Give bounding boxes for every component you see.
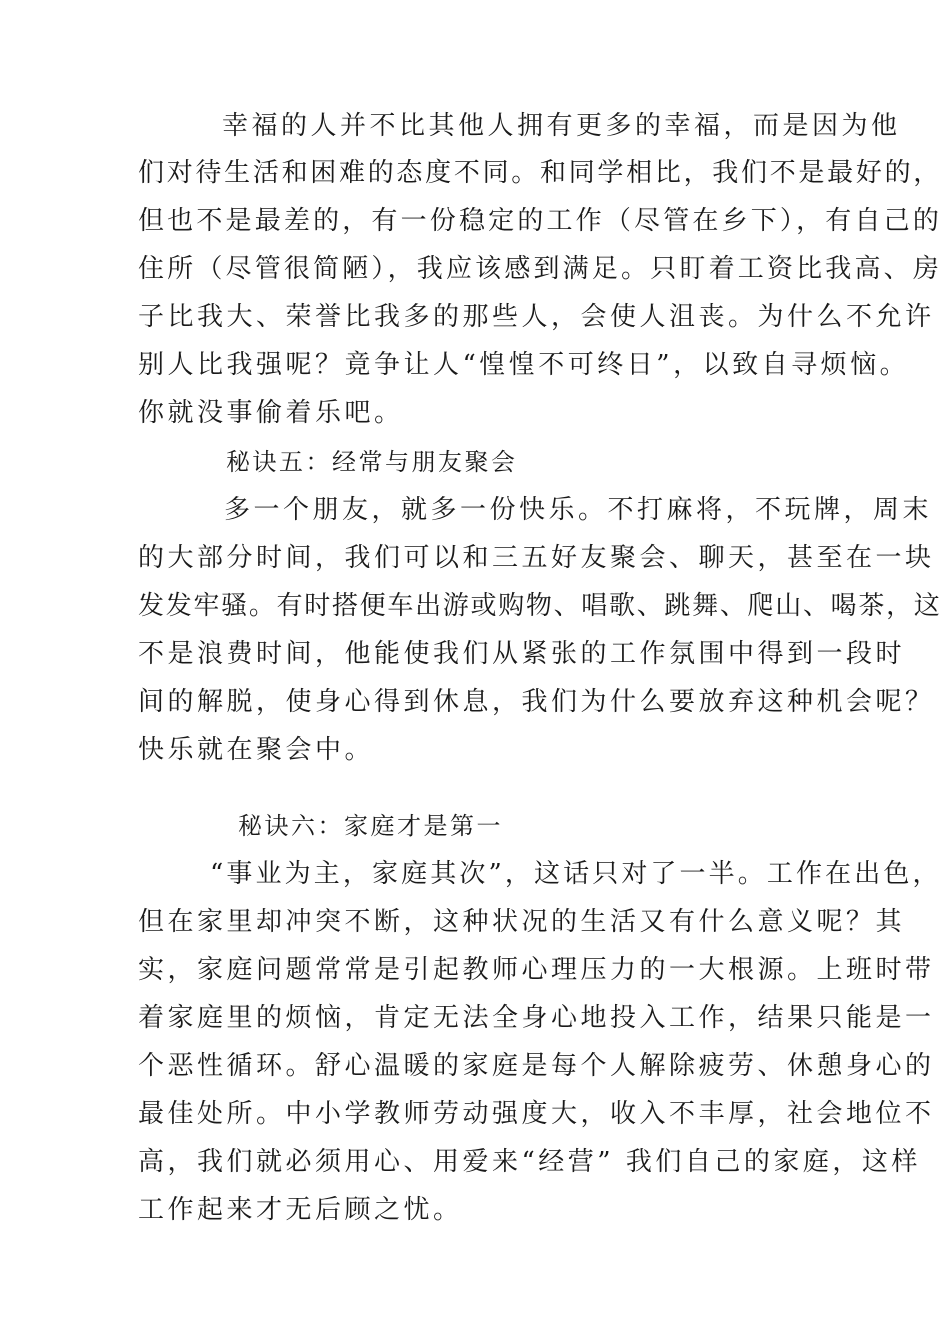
paragraph-line: “事业为主，家庭其次”，这话只对了一半。工作在出色， (210, 859, 942, 889)
paragraph-line: 多一个朋友，就多一份快乐。不打麻将，不玩牌，周末 (224, 495, 933, 525)
section-heading: 秘诀五：经常与朋友聚会 (226, 448, 518, 476)
section-heading: 秘诀六：家庭才是第一 (238, 812, 503, 840)
paragraph-line: 但在家里却冲突不断，这种状况的生活又有什么意义呢？其 (138, 907, 906, 937)
paragraph-line: 的大部分时间，我们可以和三五好友聚会、聊天，甚至在一块 (138, 543, 935, 573)
paragraph-line: 快乐就在聚会中。 (138, 735, 375, 765)
paragraph-line: 工作起来才无后顾之忧。 (138, 1195, 463, 1225)
paragraph-line: 们对待生活和困难的态度不同。和同学相比，我们不是最好的， (138, 158, 943, 188)
paragraph-line: 发发牢骚。有时搭便车出游或购物、唱歌、跳舞、爬山、喝茶，这 (138, 591, 942, 621)
paragraph-line: 高，我们就必须用心、用爱来“经营” 我们自己的家庭，这样 (138, 1147, 921, 1177)
paragraph-line: 间的解脱，使身心得到休息，我们为什么要放弃这种机会呢？ (138, 687, 935, 717)
paragraph-line: 子比我大、荣誉比我多的那些人，会使人沮丧。为什么不允许 (138, 302, 935, 332)
paragraph-line: 幸福的人并不比其他人拥有更多的幸福，而是因为他 (222, 111, 901, 141)
paragraph-line: 你就没事偷着乐吧。 (138, 398, 404, 428)
paragraph-line: 最佳处所。中小学教师劳动强度大，收入不丰厚，社会地位不 (138, 1099, 935, 1129)
paragraph-line: 不是浪费时间，他能使我们从紧张的工作氛围中得到一段时 (138, 639, 906, 669)
paragraph-line: 但也不是最差的，有一份稳定的工作（尽管在乡下），有自己的 (138, 206, 943, 236)
paragraph-line: 住所（尽管很简陋），我应该感到满足。只盯着工资比我高、房 (138, 254, 943, 284)
paragraph-line: 个恶性循环。舒心温暖的家庭是每个人解除疲劳、休憩身心的 (138, 1051, 935, 1081)
paragraph-line: 实，家庭问题常常是引起教师心理压力的一大根源。上班时带 (138, 955, 935, 985)
paragraph-line: 着家庭里的烦恼，肯定无法全身心地投入工作，结果只能是一 (138, 1003, 935, 1033)
paragraph-line: 别人比我强呢？竟争让人“惶惶不可终日”，以致自寻烦恼。 (138, 350, 910, 380)
